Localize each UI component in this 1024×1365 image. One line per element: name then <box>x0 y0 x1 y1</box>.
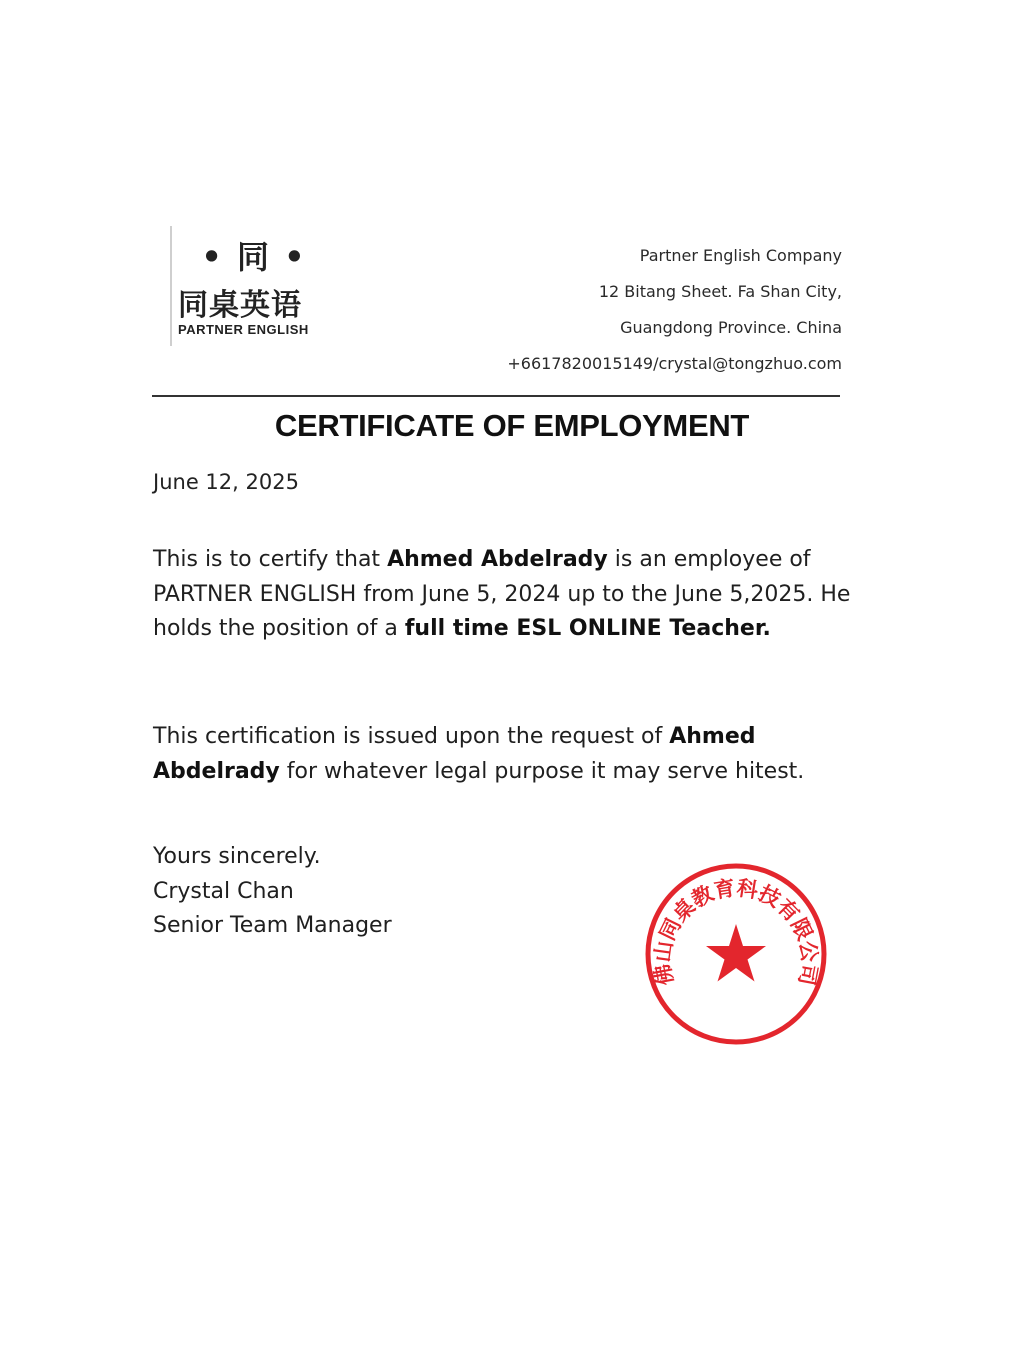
certification-paragraph <box>153 543 853 647</box>
employee-position: full time ESL ONLINE Teacher. <box>404 616 771 641</box>
logo-emblem: • 同 • <box>201 238 307 276</box>
company-seal <box>644 862 828 1046</box>
logo-chinese-name: 同桌英语 <box>178 288 302 323</box>
address-line: Guangdong Province. China <box>620 318 842 337</box>
document-date: June 12, 2025 <box>153 470 299 494</box>
paragraph-text: for whatever legal purpose it may serve hitest. <box>279 758 805 784</box>
closing-block <box>153 840 392 944</box>
salutation: Yours sincerely. <box>153 844 321 869</box>
address-line: Partner English Company <box>639 246 842 265</box>
employee-name: Ahmed Abdelrady <box>387 547 608 572</box>
purpose-paragraph <box>153 720 853 789</box>
company-logo <box>170 226 332 346</box>
star-icon <box>706 924 766 982</box>
address-line: 12 Bitang Sheet. Fa Shan City, <box>598 282 842 301</box>
paragraph-text: This is to certify that <box>153 547 388 572</box>
logo-english-name: PARTNER ENGLISH <box>178 322 309 337</box>
document-title: CERTIFICATE OF EMPLOYMENT <box>274 408 750 443</box>
paragraph-text: This certification is issued upon the request of <box>153 724 670 749</box>
company-address-block <box>507 238 842 382</box>
requester-name: Ahmed Abdelrady <box>153 724 756 784</box>
seal-text-path: 佛山同桌教育科技有限公司 <box>650 875 822 988</box>
paragraph-text: is an employee of PARTNER ENGLISH from June 5, 2024 up to the June 5,2025. He holds the position of a <box>153 547 851 641</box>
signer-name: Crystal Chan <box>153 878 294 904</box>
header-divider <box>152 395 840 397</box>
contact-line: +6617820015149/crystal@tongzhuo.com <box>507 354 842 373</box>
signer-role: Senior Team Manager <box>153 913 392 938</box>
